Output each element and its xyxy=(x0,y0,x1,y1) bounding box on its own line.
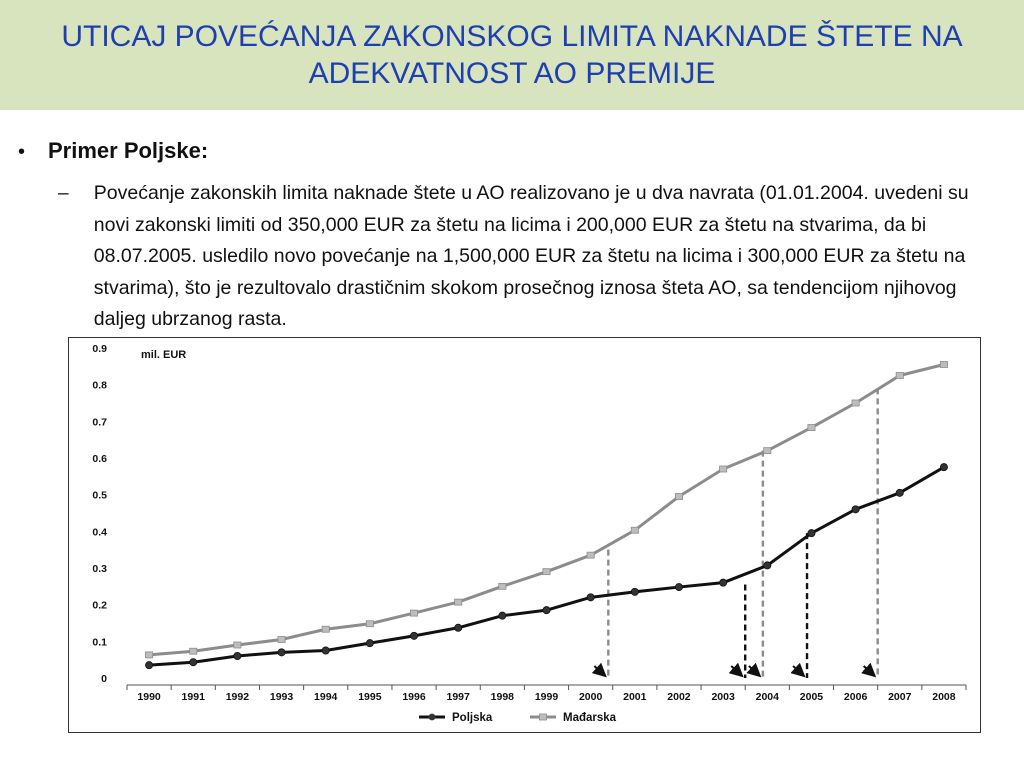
legend-label: Poljska xyxy=(452,712,493,724)
y-tick-label: 0.6 xyxy=(92,453,107,465)
data-point xyxy=(322,626,329,632)
x-tick-label: 1998 xyxy=(490,691,515,703)
y-tick-label: 0.8 xyxy=(92,379,107,392)
x-tick-label: 2002 xyxy=(667,691,691,703)
data-point xyxy=(234,652,241,659)
data-point xyxy=(675,583,682,590)
data-point xyxy=(940,464,947,471)
data-point xyxy=(764,448,771,454)
x-tick-label: 1995 xyxy=(358,691,382,703)
dash-icon: – xyxy=(58,183,69,204)
data-point xyxy=(543,607,550,614)
sub-bullet-text: Povećanje zakonskih limita naknade štete u AO realizovano je u dva navrata (01.01.2004. uvedeni su novi zakonski limiti od 350,000 EUR za štetu na licima i 200,000 EUR za štetu na stvarima, da bi 08.07.2005. usledilo novo povećanje na 1,500,000 EUR za štetu na licima i 300,000 EUR za štetu na stvarima), što je rezultovalo drastičnim skokom prosečnog iznosa šteta AO, sa tendencijom njihovog daljeg ubrzanog rasta. xyxy=(93,182,969,330)
x-tick-label: 1999 xyxy=(534,691,559,703)
x-tick-label: 2007 xyxy=(888,691,912,703)
x-tick-label: 1994 xyxy=(314,691,338,703)
data-point xyxy=(499,612,506,619)
marker-arrow xyxy=(793,666,804,676)
data-point xyxy=(720,466,727,472)
data-point xyxy=(234,642,241,648)
marker-arrow xyxy=(864,666,875,676)
line-chart xyxy=(69,338,980,732)
chart-container xyxy=(68,337,981,733)
data-point xyxy=(322,647,329,654)
x-tick-label: 2006 xyxy=(843,691,868,703)
y-tick-label: 0.3 xyxy=(92,563,107,575)
bullet-label: Primer Poljske: xyxy=(48,138,209,163)
data-point xyxy=(543,569,550,575)
x-tick-label: 2005 xyxy=(799,691,824,703)
data-point xyxy=(455,599,462,605)
marker-arrow xyxy=(731,666,742,676)
series-line xyxy=(149,467,944,665)
data-point xyxy=(631,527,638,533)
legend-swatch-marker xyxy=(540,714,547,720)
data-point xyxy=(808,530,815,537)
x-tick-label: 2003 xyxy=(711,691,735,703)
data-point xyxy=(455,624,462,631)
data-point xyxy=(366,640,373,647)
y-tick-label: 0.4 xyxy=(92,526,107,539)
sub-bullet-item xyxy=(58,178,1008,336)
y-tick-label: 0.7 xyxy=(92,416,107,429)
data-point xyxy=(587,594,594,601)
marker-arrow xyxy=(594,666,605,676)
data-point xyxy=(410,610,417,616)
data-point xyxy=(145,652,152,658)
y-tick-label: 0.1 xyxy=(92,636,107,649)
x-tick-label: 2001 xyxy=(623,691,647,703)
data-point xyxy=(852,400,859,406)
bullet-dot-icon: • xyxy=(18,141,26,163)
x-tick-label: 1997 xyxy=(446,691,470,703)
data-point xyxy=(940,362,947,368)
data-point xyxy=(499,583,506,589)
data-point xyxy=(631,588,638,595)
x-tick-label: 1996 xyxy=(402,691,426,703)
x-tick-label: 2004 xyxy=(755,691,779,703)
x-tick-label: 1990 xyxy=(137,691,161,703)
data-point xyxy=(808,425,815,431)
y-tick-label: 0.5 xyxy=(92,489,107,502)
x-tick-label: 1993 xyxy=(269,691,294,703)
legend-label: Mađarska xyxy=(563,712,617,724)
x-tick-label: 2000 xyxy=(578,691,603,703)
data-point xyxy=(145,662,152,669)
marker-arrow xyxy=(749,666,760,676)
data-point xyxy=(896,489,903,496)
data-point xyxy=(190,648,197,654)
x-tick-label: 2008 xyxy=(932,691,956,703)
slide-title: UTICAJ POVEĆANJA ZAKONSKOG LIMITA NAKNADE ŠTETE NA ADEKVATNOST AO PREMIJE xyxy=(61,20,963,90)
title-band xyxy=(0,0,1024,110)
x-tick-label: 1991 xyxy=(181,691,205,703)
data-point xyxy=(410,632,417,639)
data-point xyxy=(675,494,682,500)
data-point xyxy=(587,552,594,558)
bullet-item xyxy=(18,138,208,164)
data-point xyxy=(896,373,903,379)
data-point xyxy=(720,579,727,586)
x-tick-label: 1992 xyxy=(225,691,250,703)
y-tick-label: 0.2 xyxy=(92,599,107,612)
y-tick-label: 0.9 xyxy=(92,343,107,355)
data-point xyxy=(366,621,373,627)
unit-label: mil. EUR xyxy=(141,349,187,361)
data-point xyxy=(278,637,285,643)
legend-swatch-marker xyxy=(429,714,436,721)
data-point xyxy=(852,506,859,513)
data-point xyxy=(278,649,285,656)
data-point xyxy=(190,659,197,666)
y-tick-label: 0 xyxy=(101,673,107,685)
data-point xyxy=(764,562,771,569)
